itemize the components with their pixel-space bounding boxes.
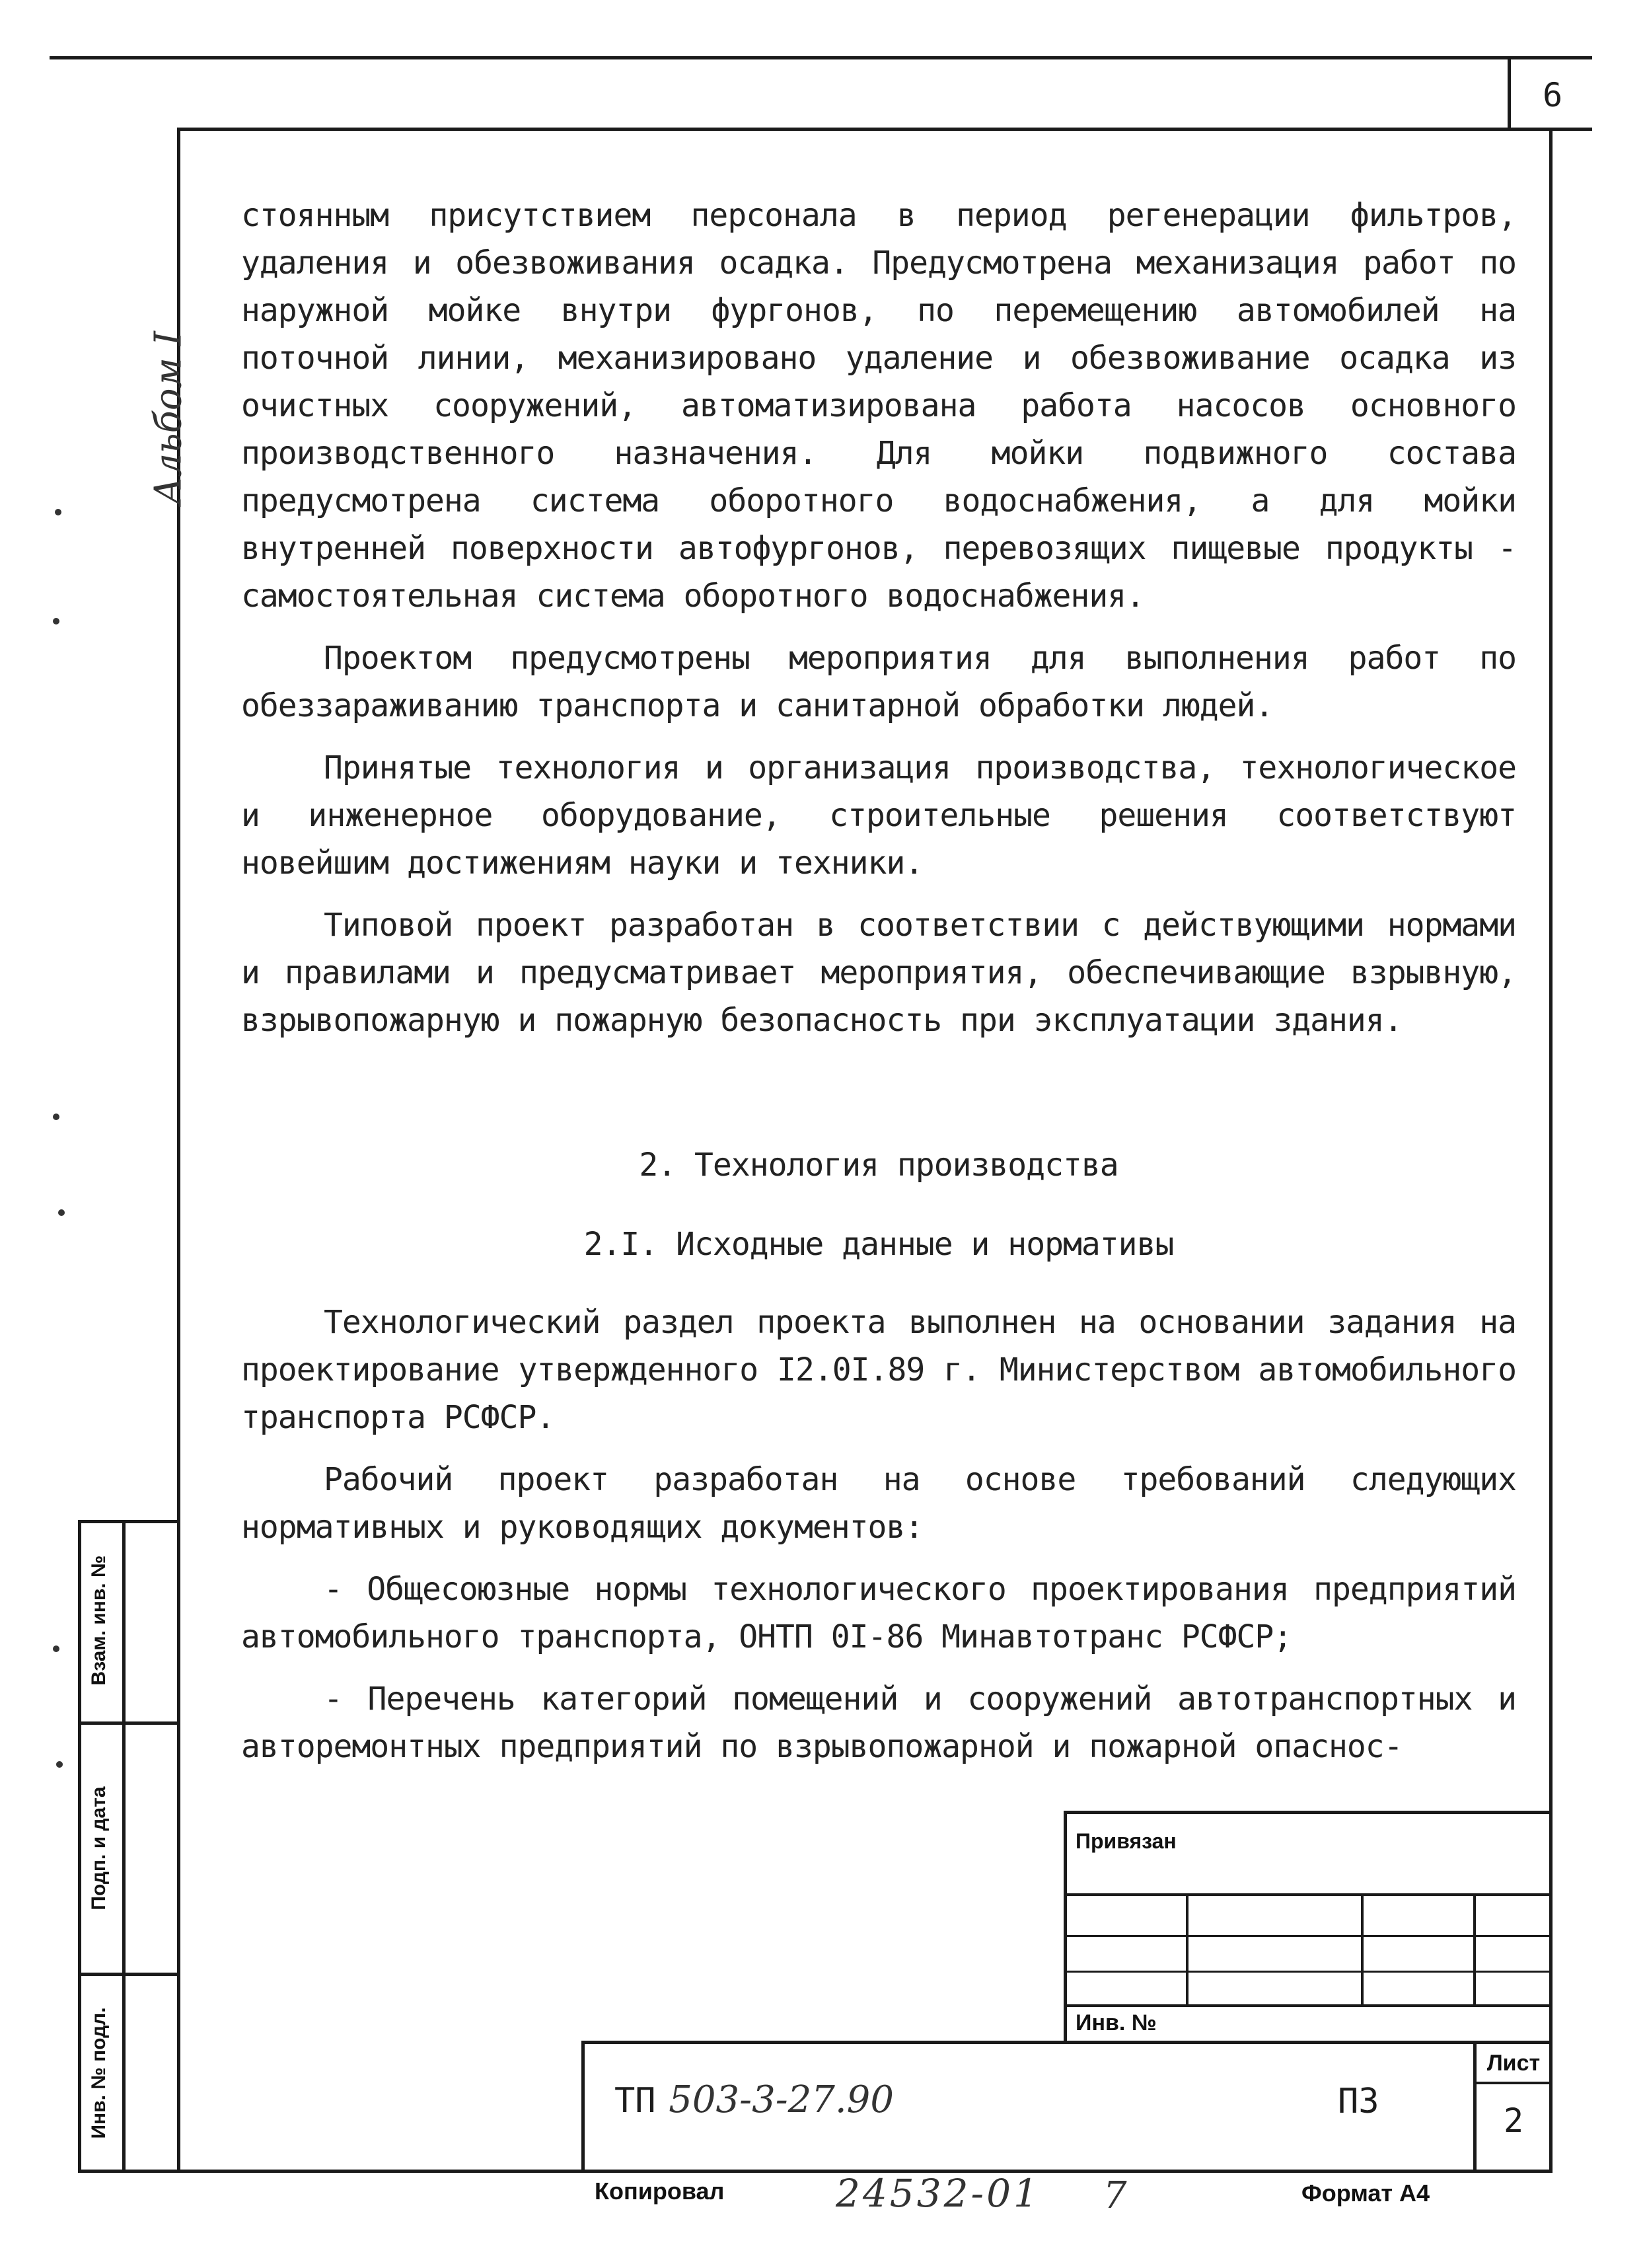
top-rule (50, 56, 1592, 59)
format-label: Формат А4 (1301, 2179, 1430, 2207)
paragraph: Типовой проект разработан в соответствии с действующими нормами и правилами и предусматривает мероприятия, обеспечивающие взрывную, взрывопожарную и пожарную безопасность при эксплуатации здания. (241, 907, 1516, 1039)
text-block-2 (241, 1299, 1516, 1770)
privyazan-label: Привязан (1076, 1829, 1177, 1853)
frame-top (177, 128, 1592, 131)
stamp-lower-left (581, 2041, 585, 2173)
podp-data-label: Подп. и дата (88, 1786, 110, 1910)
list-number: 2 (1503, 2101, 1524, 2140)
paragraph: Принятые технология и организация производства, технологическое и инженерное оборудование, строительные решения соответствуют новейшим достижениям науки и техники. (241, 749, 1516, 882)
stamp-lower-col (1473, 2041, 1477, 2173)
kopiroval-label: Копировал (595, 2177, 725, 2205)
side-column-inner (122, 1520, 126, 2173)
designation-prefix: ТП (614, 2081, 656, 2121)
page-number: 6 (1542, 76, 1563, 114)
frame-right (1549, 128, 1553, 2173)
margin-handwriting: Альбом I (147, 331, 190, 505)
frame-bottom (78, 2170, 1553, 2173)
stamp-upper-col2 (1361, 1893, 1364, 2007)
page-number-box-left (1508, 56, 1511, 129)
stamp-upper-row1 (1064, 1893, 1553, 1896)
sheet-number: 7 (1103, 2174, 1127, 2217)
side-column-div2 (78, 1973, 180, 1976)
margin-dot (58, 1209, 65, 1216)
stamp-upper-row2 (1064, 1935, 1553, 1937)
margin-dot (53, 1114, 59, 1120)
subsection-heading: 2.I. Исходные данные и нормативы (583, 1226, 1174, 1263)
margin-dot (55, 509, 61, 515)
margin-dot (56, 1761, 63, 1768)
stamp-upper-row4 (1064, 2004, 1553, 2007)
stamp-lower-top (581, 2041, 1553, 2044)
paragraph: - Общесоюзные нормы технологического проектирования предприятий автомобильного транспорта, ОНТП 0I-86 Минавтотранс РСФСР; (241, 1571, 1516, 1655)
stamp-upper-left (1064, 1811, 1067, 2043)
doc-code: ПЗ (1338, 2082, 1379, 2121)
side-column-top (78, 1520, 180, 1523)
paragraph: Проектом предусмотрены мероприятия для выполнения работ по обеззараживанию транспорта и санитарной обработки людей. (241, 640, 1516, 724)
stamp-upper-col3 (1473, 1893, 1476, 2007)
paragraph: - Перечень категорий помещений и сооружений автотранспортных и авторемонтных предприятий по взрывопожарной и пожарной опаснос- (241, 1681, 1516, 1765)
stamp-upper-col1 (1186, 1893, 1188, 2007)
vzam-inv-label: Взам. инв. № (88, 1555, 110, 1686)
inv-podl-label: Инв. № подл. (88, 2007, 110, 2139)
inv-no-label: Инв. № (1076, 2010, 1157, 2035)
side-column-div1 (78, 1721, 180, 1725)
side-column-left (78, 1520, 81, 2173)
order-number: 24532-01 (836, 2171, 1041, 2216)
stamp-upper-top (1064, 1811, 1553, 1814)
margin-dot (53, 1645, 59, 1652)
designation (614, 2078, 894, 2121)
margin-dot (53, 618, 59, 624)
paragraph: Технологический раздел проекта выполнен на основании задания на проектирование утвержденного I2.0I.89 г. Министерством автомобильного транспорта РСФСР. (241, 1304, 1516, 1436)
paragraph: Рабочий проект разработан на основе требований следующих нормативных и руководящих документов: (241, 1461, 1516, 1546)
paragraph: стоянным присутствием персонала в период регенерации фильтров, удаления и обезвоживания осадка. Предусмотрена механизация работ по наружной мойке внутри фургонов, по перемещению автомобилей на поточной линии, механизировано удаление и обезвоживание осадка из очистных сооружений, автоматизирована работа насосов основного производственного назначения. Для мойки подвижного состава предусмотрена система оборотного водоснабжения, а для мойки внутренней поверхности автофургонов, перевозящих пищевые продукты - самостоятельная система оборотного водоснабжения. (241, 197, 1516, 615)
designation-hand: 503-3-27.90 (669, 2078, 894, 2121)
list-label: Лист (1486, 2051, 1541, 2076)
stamp-upper-row3 (1064, 1971, 1553, 1973)
stamp-list-div (1473, 2082, 1553, 2084)
text-block-1 (241, 192, 1516, 1044)
section-heading: 2. Технология производства (639, 1147, 1118, 1184)
